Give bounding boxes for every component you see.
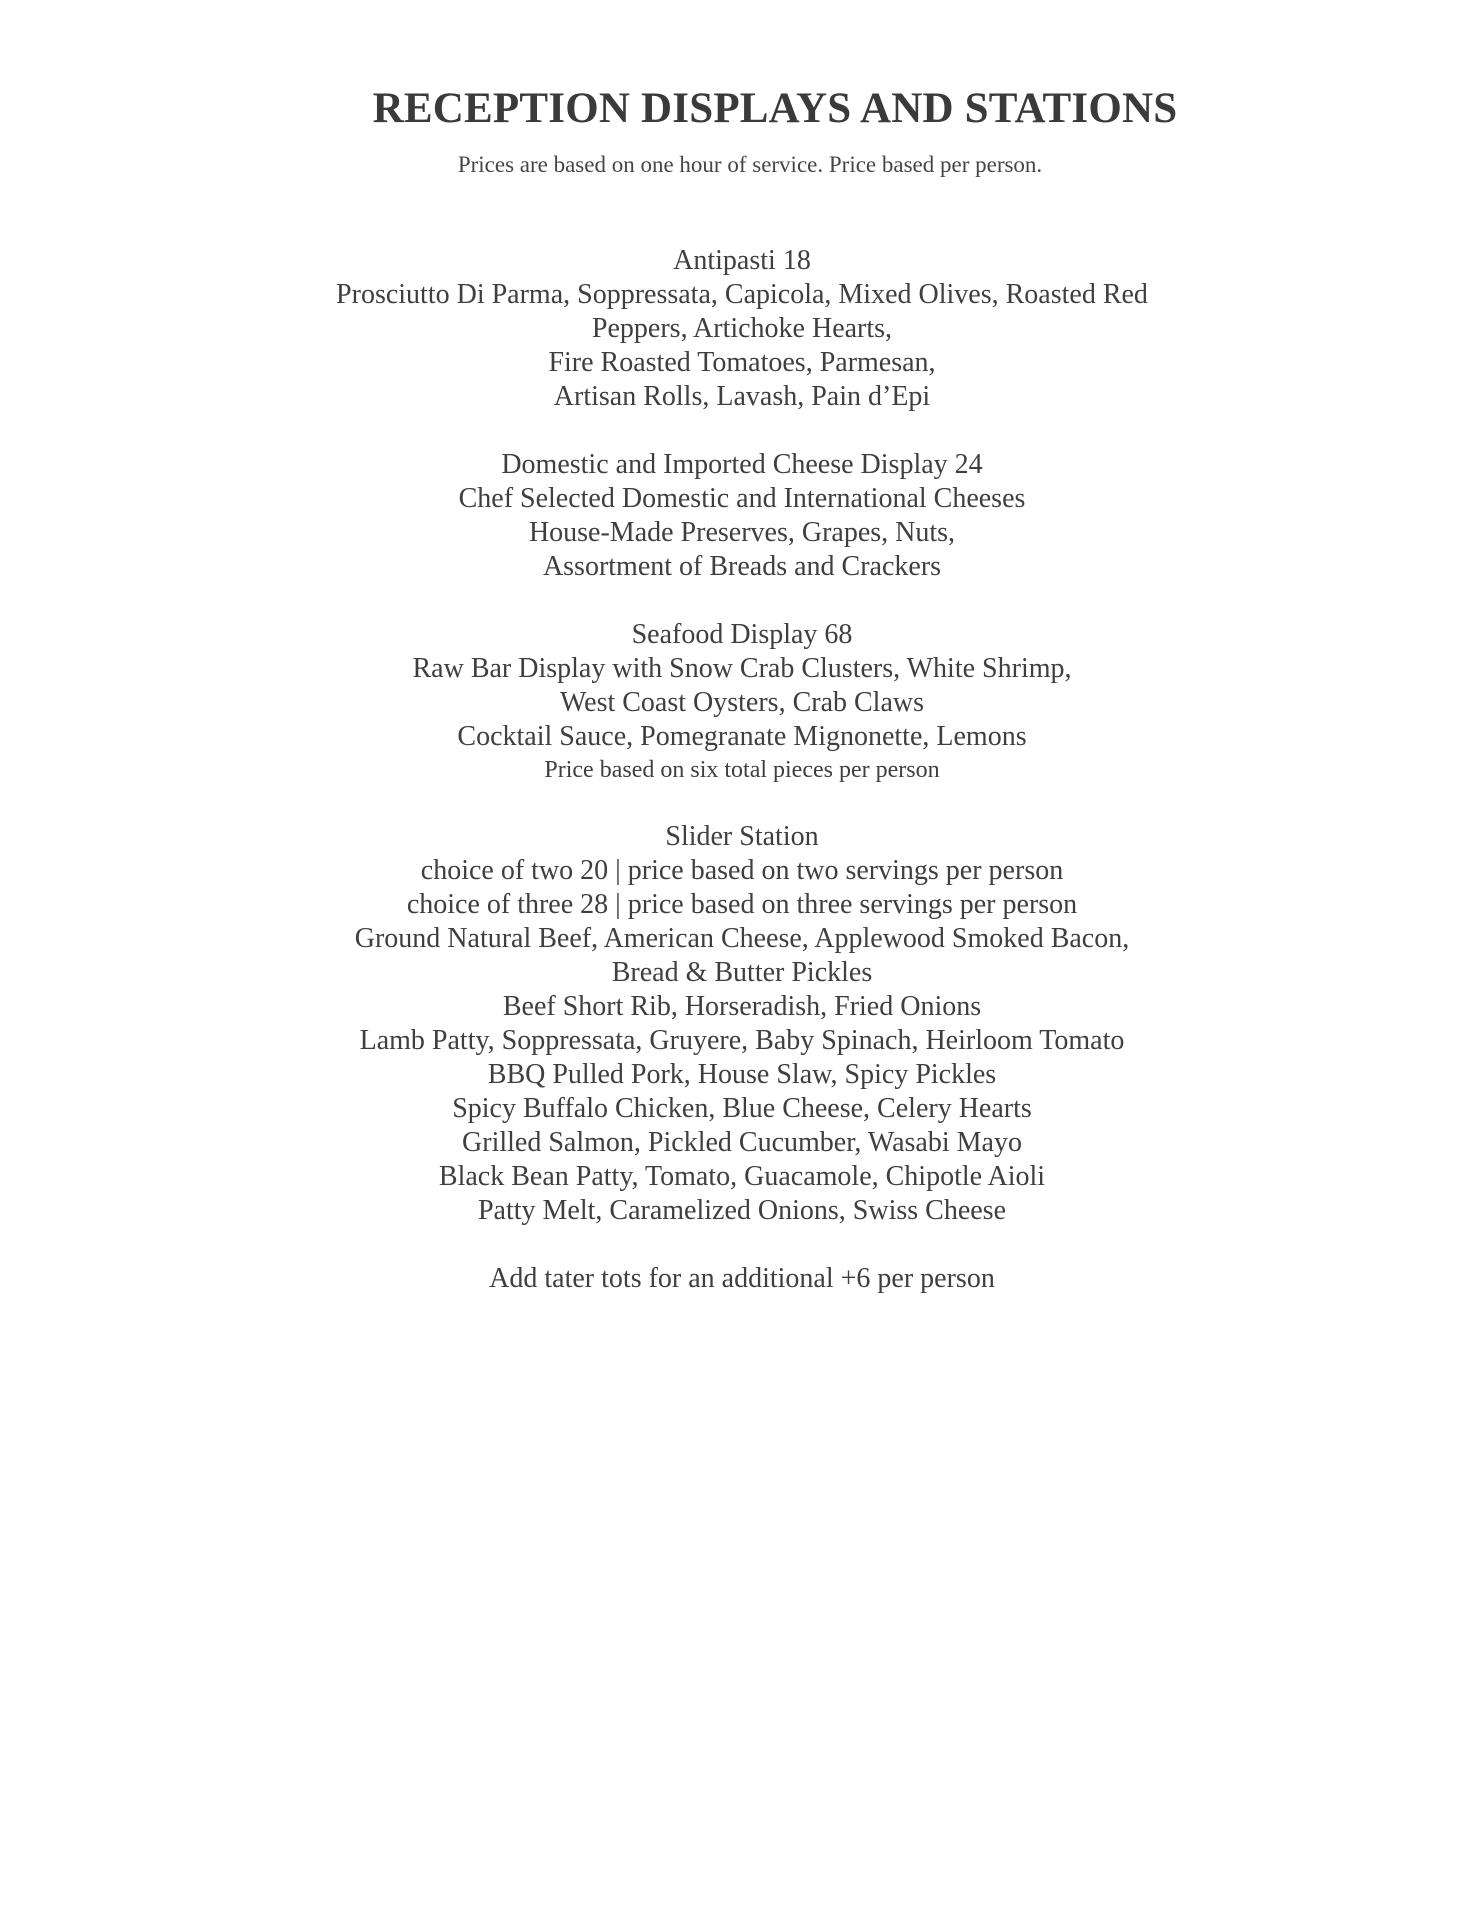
menu-line: Chef Selected Domestic and International Cheeses [458,483,1026,514]
page-title: RECEPTION DISPLAYS AND STATIONS [372,85,1178,132]
menu-line: Cocktail Sauce, Pomegranate Mignonette, Lemons [457,721,1027,752]
menu-line: Spicy Buffalo Chicken, Blue Cheese, Celery Hearts [452,1093,1032,1124]
menu-line: West Coast Oysters, Crab Claws [559,687,925,718]
menu-line: House-Made Preserves, Grapes, Nuts, [528,517,956,548]
seafood-price-note: Price based on six total pieces per person [544,757,940,783]
menu-line: BBQ Pulled Pork, House Slaw, Spicy Pickles [487,1059,997,1090]
menu-line: Peppers, Artichoke Hearts, [591,313,893,344]
section-cheese [0,448,1484,584]
menu-line: choice of two 20 | price based on two servings per person [420,855,1064,886]
menu-line: Prosciutto Di Parma, Soppressata, Capicola, Mixed Olives, Roasted Red [336,279,1148,310]
menu-line: Black Bean Patty, Tomato, Guacamole, Chipotle Aioli [438,1161,1046,1192]
menu-line: choice of three 28 | price based on three servings per person [406,889,1078,920]
section-heading-antipasti: Antipasti 18 [673,245,811,276]
menu-line: Artisan Rolls, Lavash, Pain d’Epi [553,381,931,412]
section-antipasti [0,244,1484,414]
menu-line: Assortment of Breads and Crackers [542,551,942,582]
menu-line: Fire Roasted Tomatoes, Parmesan, [548,347,936,378]
section-slider [0,820,1484,1228]
page-subtitle: Prices are based on one hour of service. Price based per person. [457,152,1043,177]
menu-line: Lamb Patty, Soppressata, Gruyere, Baby Spinach, Heirloom Tomato [359,1025,1125,1056]
section-heading-slider: Slider Station [665,821,819,852]
menu-line: Grilled Salmon, Pickled Cucumber, Wasabi Mayo [462,1127,1022,1158]
addon-note: Add tater tots for an additional +6 per person [489,1263,995,1294]
menu-body [0,244,1484,1330]
menu-line: Patty Melt, Caramelized Onions, Swiss Cheese [477,1195,1007,1226]
menu-line: Raw Bar Display with Snow Crab Clusters, White Shrimp, [412,653,1072,684]
menu-line: Ground Natural Beef, American Cheese, Applewood Smoked Bacon, [354,923,1130,954]
menu-line: Bread & Butter Pickles [611,957,873,988]
section-heading-seafood: Seafood Display 68 [631,619,853,650]
section-addon [0,1262,1484,1296]
section-heading-cheese: Domestic and Imported Cheese Display 24 [501,449,983,480]
menu-line: Beef Short Rib, Horseradish, Fried Onions [502,991,982,1022]
section-seafood [0,618,1484,786]
